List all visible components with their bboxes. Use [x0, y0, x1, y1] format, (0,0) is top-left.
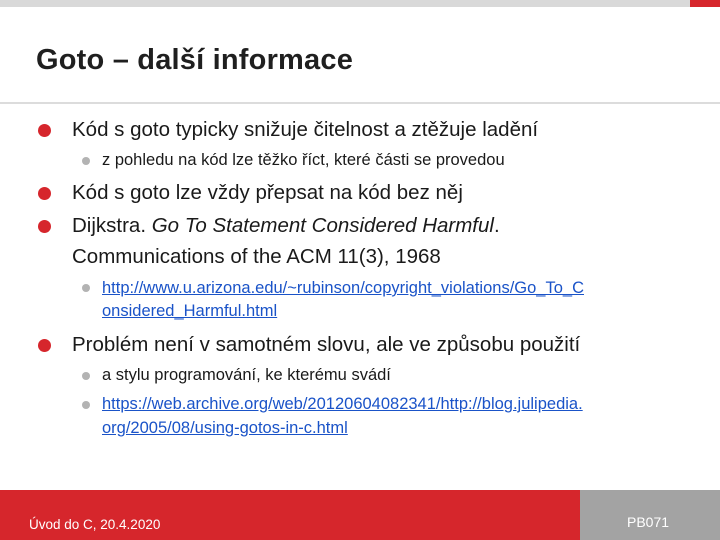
bullet-text: Kód s goto lze vždy přepsat na kód bez něj [72, 181, 463, 204]
bullet-marker [38, 124, 51, 137]
archive-link-line-1[interactable]: https://web.archive.org/web/20120604082341/http://blog.julipedia. [102, 395, 583, 413]
citation-line-2: Communications of the ACM 11(3), 1968 [72, 245, 441, 268]
top-accent [690, 0, 720, 7]
slide-title: Goto – další informace [36, 44, 354, 76]
bullet-marker [38, 220, 51, 233]
citation-line-1 [72, 212, 500, 240]
sub-bullet-marker [82, 284, 90, 292]
footer-course-date: Úvod do C, 20.4.2020 [29, 517, 161, 532]
sub-bullet-text: z pohledu na kód lze těžko říct, které části se provedou [102, 151, 505, 169]
bullet-marker [38, 339, 51, 352]
bullet-text: Problém není v samotném slovu, ale ve způsobu použití [72, 333, 581, 356]
bullet-text: Kód s goto typicky snižuje čitelnost a ztěžuje ladění [72, 118, 539, 141]
citation-author: Dijkstra. [72, 214, 152, 237]
sub-bullet-text: a stylu programování, ke kterému svádí [102, 366, 391, 384]
citation-link-line-2[interactable]: onsidered_Harmful.html [102, 302, 278, 320]
footer-bar [0, 490, 580, 540]
sub-bullet-marker [82, 157, 90, 165]
sub-bullet-marker [82, 401, 90, 409]
sub-bullet-marker [82, 372, 90, 380]
title-divider [0, 102, 720, 104]
bullet-marker [38, 187, 51, 200]
citation-link-line-1[interactable]: http://www.u.arizona.edu/~rubinson/copyright_violations/Go_To_C [102, 279, 584, 297]
top-bar [0, 0, 720, 7]
footer-course-code: PB071 [627, 514, 670, 530]
citation-title: Go To Statement Considered Harmful [151, 214, 494, 237]
citation-punct: . [493, 214, 500, 237]
archive-link-line-2[interactable]: org/2005/08/using-gotos-in-c.html [102, 419, 348, 437]
